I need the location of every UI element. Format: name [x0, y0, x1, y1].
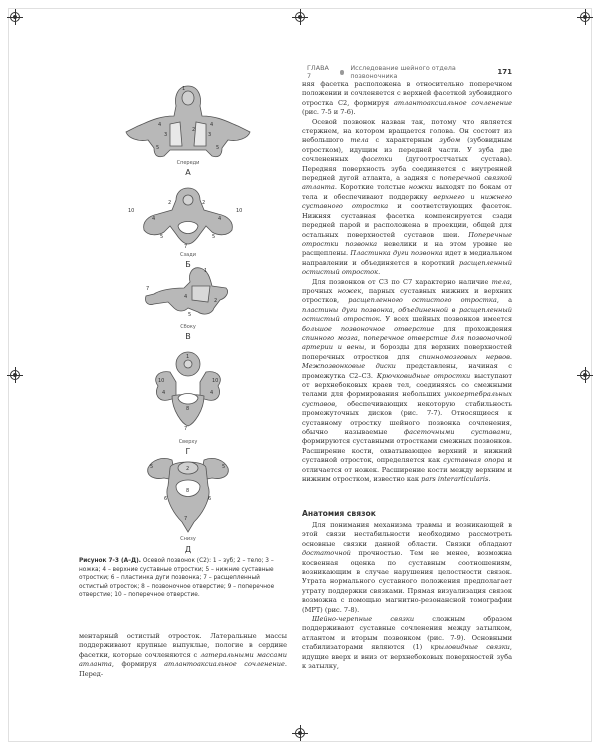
svg-text:4: 4 [210, 122, 214, 128]
view-label-front: Спереди [176, 160, 200, 166]
vertebra-top-view [156, 352, 221, 426]
svg-text:6: 6 [208, 496, 212, 502]
vertebra-side-view [145, 268, 227, 314]
svg-text:3: 3 [208, 132, 212, 138]
page-number: 171 [497, 68, 512, 76]
svg-text:4: 4 [162, 390, 166, 396]
svg-text:2: 2 [192, 127, 196, 133]
view-label-side: Сбоку [180, 324, 196, 330]
svg-text:1: 1 [204, 268, 208, 274]
paragraph: няя фасетка расположена в относительно поперечном положении и сочленяется с верхней фасеткой зубовидного отростка С2, формируя атлантоаксиальное сочленение (рис. 7-5 и 7-6). [302, 80, 512, 117]
registration-mark-icon [10, 12, 20, 22]
svg-text:7: 7 [184, 244, 188, 250]
svg-text:2: 2 [214, 298, 218, 304]
svg-text:10: 10 [236, 208, 243, 214]
svg-text:1: 1 [186, 354, 190, 360]
svg-text:3: 3 [164, 132, 168, 138]
vertebra-figure [88, 76, 288, 556]
running-header [307, 66, 512, 78]
svg-text:5: 5 [188, 312, 192, 318]
caption-text: Осевой позвонок (С2): 1 – зуб; 2 – тело; 3 – ножка; 4 – верхние суставные отростки; 5 – нижние суставные отростки; 6 – пластинка дуги позвонка; 7 – расщепленный остистый отросток; 8 – позвоночное отверстие; 9 – поперечное отверстие; 10 – поперечное отверстие. [79, 558, 275, 598]
view-letter-g: Г [185, 447, 191, 456]
view-letter-d: Д [184, 545, 192, 554]
svg-text:8: 8 [186, 406, 190, 412]
svg-text:6: 6 [164, 496, 168, 502]
left-column-text [79, 632, 287, 679]
registration-mark-icon [580, 12, 590, 22]
svg-text:10: 10 [128, 208, 135, 214]
vertebra-front-view [126, 86, 250, 157]
svg-text:8: 8 [186, 488, 190, 494]
svg-text:10: 10 [158, 378, 165, 384]
view-letter-a: А [185, 168, 191, 177]
svg-text:7: 7 [146, 286, 150, 292]
svg-text:4: 4 [152, 216, 156, 222]
svg-text:4: 4 [184, 294, 188, 300]
paragraph: Осевой позвонок назван так, потому что является стержнем, на котором вращается голова. Он состоит из небольшого тела с характерным зубом (зубовидным отростком), идущим из передней части. У зуба две сочлененных фасетки (дугоотростчатых сустава). Передняя поверхность зуба соединяется с внутренней передней дугой атланта, а задняя с поперечной связкой атланта. Короткие толстые ножки выходят по бокам от тела и обеспечивают поддержку верхнего и нижнего суставного отростка и соответствующих фасеток. Нижняя суставная фасетка компенсируется сзади передней парой и расположена в проекции, общей для остальных поверхностей суставов шеи. Поперечные отростки позвонка невелики и на этом уровне не расщеплены. Пластинка дуги позвонка идет в медиальном направлении и объединяется в короткий расщепленный остистый отросток. [302, 117, 512, 277]
svg-text:5: 5 [150, 464, 154, 470]
paragraph: Шейно-черепные связки сложным образом поддерживают суставные сочленения между затылком, атлантом и вторым позвонком (рис. 7-9). Основными стабилизаторами являются (1) крыловидные связки, идущие вверх и вниз от верхнебоковых поверхностей зуба к затылку, [302, 615, 512, 671]
view-label-bottom: Снизу [180, 536, 196, 542]
view-letter-b: Б [185, 260, 191, 269]
view-letter-c: В [185, 332, 191, 341]
right-column-text [302, 80, 512, 484]
paragraph: Для понимания механизма травмы и возникающей в этой связи нестабильности необходимо рассмотреть основные связки данной области. Связки обладают достаточной прочностью. Тем не менее, возможна косвенная оценка по суставным соотношениям, возникающим в случае нарушения целостности связок. Утрата нормального суставного положения предполагает утрату поддержки связками. Прямая визуализация связок возможна с помощью магнитно-резонансной томографии (МРТ) (рис. 7-8). [302, 521, 512, 614]
vertebra-illustration [88, 76, 288, 556]
svg-text:4: 4 [218, 216, 222, 222]
bullet-icon [340, 70, 345, 75]
chapter-title: Исследование шейного отдела позвоночника [350, 64, 456, 80]
registration-mark-icon [295, 728, 305, 738]
paragraph: ментарный остистый отросток. Латеральные массы поддерживают крупные выпуклые, пологие в сердине фасетки, которые сочленяются с латеральными массами атланта, формируя атлантоаксиальное сочленение. Перед- [79, 632, 287, 678]
registration-mark-icon [10, 370, 20, 380]
figure-caption [79, 557, 287, 600]
view-label-back: Сзади [180, 252, 196, 258]
svg-text:2: 2 [202, 200, 206, 206]
svg-text:2: 2 [168, 200, 172, 206]
svg-text:10: 10 [212, 378, 219, 384]
svg-text:5: 5 [156, 145, 160, 151]
paragraph: Для позвонков от С3 по С7 характерно наличие тела, прочных ножек, парных суставных нижних и верхних отростков, расщепленного остистого отростка, а пластины дуги позвонка, объединенной в расщепленный остистый отросток. У всех шейных позвонков имеется большое позвоночное отверстие для прохождения спинного мозга, поперечное отверстие для позвоночной артерии и вены, и борозды для верхних поверхностей поперечных отростков для спинномозговых нервов. Межпозвонковые диски представлены, начиная с промежутка С2–С3. Крючковидные отростки выступают от верхнебоковых краев тел, соединяясь со смежными телами для формирования небольших ункоертебральных суставов, обеспечивающих некоторую стабильность промежуточных дисков (рис. 7-7). Относящиеся к суставному отростку шейного позвонка сочленения, обычно называемые фасеточными суставами, формируются суставными отростками смежных позвонков. Расширение кости, охватывающее верхний и нижний суставной отросток, определяется как суставная опора и отличается от ножек. Расширение кости между верхним и нижним отростком, известно как pars interarticularis. [302, 277, 513, 484]
svg-text:4: 4 [158, 122, 162, 128]
svg-text:4: 4 [210, 390, 214, 396]
right-column-text-lower [302, 521, 512, 672]
svg-text:5: 5 [212, 234, 216, 240]
svg-text:1: 1 [182, 86, 186, 92]
registration-mark-icon [580, 370, 590, 380]
view-label-top: Сверху [178, 439, 198, 445]
chapter-label: ГЛАВА 7 [307, 64, 329, 80]
svg-text:5: 5 [222, 464, 226, 470]
svg-text:5: 5 [216, 145, 220, 151]
svg-text:7: 7 [184, 426, 188, 432]
svg-text:2: 2 [186, 466, 190, 472]
svg-text:5: 5 [160, 234, 164, 240]
svg-text:7: 7 [184, 516, 188, 522]
caption-title: Рисунок 7-3 (А–Д). [79, 558, 142, 564]
registration-mark-icon [295, 12, 305, 22]
section-heading: Анатомия связок [302, 509, 376, 518]
